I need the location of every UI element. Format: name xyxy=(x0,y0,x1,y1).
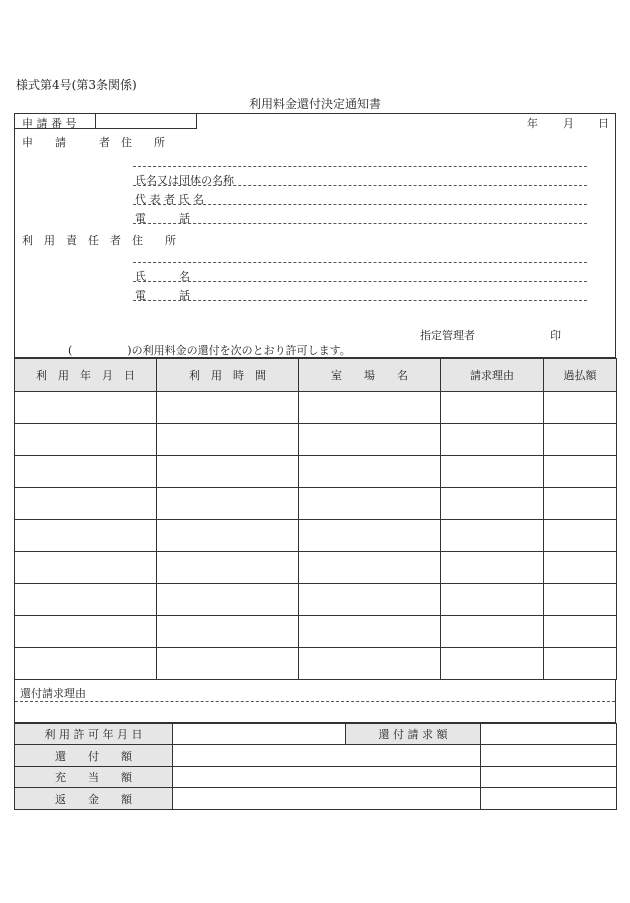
responsible-heading: 利 用 責 任 者 住 所 xyxy=(22,234,176,247)
cell-overpaid[interactable] xyxy=(544,424,617,456)
refund-reason-label: 還付請求理由 xyxy=(20,687,86,700)
table-row xyxy=(15,520,617,552)
permit-date-label: 利 用 許 可 年 月 日 xyxy=(15,724,173,745)
cell-overpaid[interactable] xyxy=(544,648,617,680)
responsible-phone-line[interactable] xyxy=(133,300,587,301)
cell-reason[interactable] xyxy=(441,488,544,520)
refund-request-label: 還 付 請 求 額 xyxy=(346,724,481,745)
cell-time[interactable] xyxy=(157,392,299,424)
refund-amount-label: 還 付 額 xyxy=(15,745,173,767)
statement-text: ( )の利用料金の還付を次のとおり許可します。 xyxy=(68,344,351,357)
cell-overpaid[interactable] xyxy=(544,616,617,648)
col-header-overpaid: 過払額 xyxy=(544,359,617,392)
cell-date[interactable] xyxy=(15,648,157,680)
applicant-heading: 申 請 者 住 所 xyxy=(22,136,165,149)
table-row xyxy=(15,648,617,680)
applicant-name-label: 氏名又は団体の名称 xyxy=(135,174,234,187)
cell-room[interactable] xyxy=(299,456,441,488)
cell-overpaid[interactable] xyxy=(544,552,617,584)
applicant-phone-label: 電 話 xyxy=(135,212,190,225)
cell-reason[interactable] xyxy=(441,584,544,616)
date-day: 日 xyxy=(598,117,609,130)
refund-reason-line[interactable] xyxy=(15,701,615,702)
cell-reason[interactable] xyxy=(441,520,544,552)
cell-date[interactable] xyxy=(15,616,157,648)
table-row xyxy=(15,552,617,584)
cell-time[interactable] xyxy=(157,552,299,584)
cell-overpaid[interactable] xyxy=(544,520,617,552)
cell-date[interactable] xyxy=(15,488,157,520)
cell-reason[interactable] xyxy=(441,552,544,584)
seal-mark: 印 xyxy=(550,329,561,342)
responsible-phone-label: 電 話 xyxy=(135,289,190,302)
cell-room[interactable] xyxy=(299,520,441,552)
document-title: 利用料金還付決定通知書 xyxy=(248,97,381,111)
responsible-address-line[interactable] xyxy=(133,262,587,263)
table-row xyxy=(15,456,617,488)
cell-room[interactable] xyxy=(299,392,441,424)
cell-time[interactable] xyxy=(157,456,299,488)
cell-date[interactable] xyxy=(15,424,157,456)
bottom-table xyxy=(14,723,617,810)
applicant-name-line[interactable] xyxy=(133,185,587,186)
col-header-date: 利 用 年 月 日 xyxy=(15,359,157,392)
applicant-rep-label: 代 表 者 氏 名 xyxy=(135,193,204,206)
permit-date-field[interactable] xyxy=(173,724,346,745)
cell-reason[interactable] xyxy=(441,456,544,488)
cell-time[interactable] xyxy=(157,488,299,520)
app-number-field[interactable] xyxy=(95,113,197,129)
cell-date[interactable] xyxy=(15,520,157,552)
cell-time[interactable] xyxy=(157,648,299,680)
col-header-room: 室 場 名 xyxy=(299,359,441,392)
applicant-phone-line[interactable] xyxy=(133,223,587,224)
cell-reason[interactable] xyxy=(441,616,544,648)
cell-date[interactable] xyxy=(15,584,157,616)
col-header-time: 利 用 時 間 xyxy=(157,359,299,392)
return-amount-extra[interactable] xyxy=(481,788,617,810)
manager-label: 指定管理者 xyxy=(420,329,475,342)
cell-room[interactable] xyxy=(299,552,441,584)
return-amount-field[interactable] xyxy=(173,788,481,810)
refund-table xyxy=(14,358,617,680)
cell-overpaid[interactable] xyxy=(544,584,617,616)
cell-room[interactable] xyxy=(299,488,441,520)
cell-room[interactable] xyxy=(299,424,441,456)
applicant-rep-line[interactable] xyxy=(133,204,587,205)
table-row xyxy=(15,424,617,456)
cell-time[interactable] xyxy=(157,424,299,456)
cell-reason[interactable] xyxy=(441,392,544,424)
cell-date[interactable] xyxy=(15,456,157,488)
table-row xyxy=(15,584,617,616)
applied-amount-label: 充 当 額 xyxy=(15,767,173,788)
table-row xyxy=(15,488,617,520)
cell-overpaid[interactable] xyxy=(544,488,617,520)
table-row xyxy=(15,616,617,648)
refund-amount-field[interactable] xyxy=(173,745,481,767)
date-year: 年 xyxy=(527,117,538,130)
cell-room[interactable] xyxy=(299,584,441,616)
cell-time[interactable] xyxy=(157,616,299,648)
refund-amount-extra[interactable] xyxy=(481,745,617,767)
refund-request-field[interactable] xyxy=(481,724,617,745)
cell-overpaid[interactable] xyxy=(544,392,617,424)
form-number-label: 様式第4号(第3条関係) xyxy=(16,78,137,92)
cell-reason[interactable] xyxy=(441,424,544,456)
cell-date[interactable] xyxy=(15,392,157,424)
applied-amount-extra[interactable] xyxy=(481,767,617,788)
date-month: 月 xyxy=(563,117,574,130)
responsible-name-line[interactable] xyxy=(133,281,587,282)
cell-overpaid[interactable] xyxy=(544,456,617,488)
app-number-label: 申 請 番 号 xyxy=(22,117,77,130)
col-header-reason: 請求理由 xyxy=(441,359,544,392)
cell-time[interactable] xyxy=(157,520,299,552)
applicant-address-line[interactable] xyxy=(133,166,587,167)
applied-amount-field[interactable] xyxy=(173,767,481,788)
responsible-name-label: 氏 名 xyxy=(135,270,190,283)
cell-room[interactable] xyxy=(299,616,441,648)
table-row xyxy=(15,392,617,424)
cell-time[interactable] xyxy=(157,584,299,616)
cell-date[interactable] xyxy=(15,552,157,584)
cell-reason[interactable] xyxy=(441,648,544,680)
return-amount-label: 返 金 額 xyxy=(15,788,173,810)
cell-room[interactable] xyxy=(299,648,441,680)
